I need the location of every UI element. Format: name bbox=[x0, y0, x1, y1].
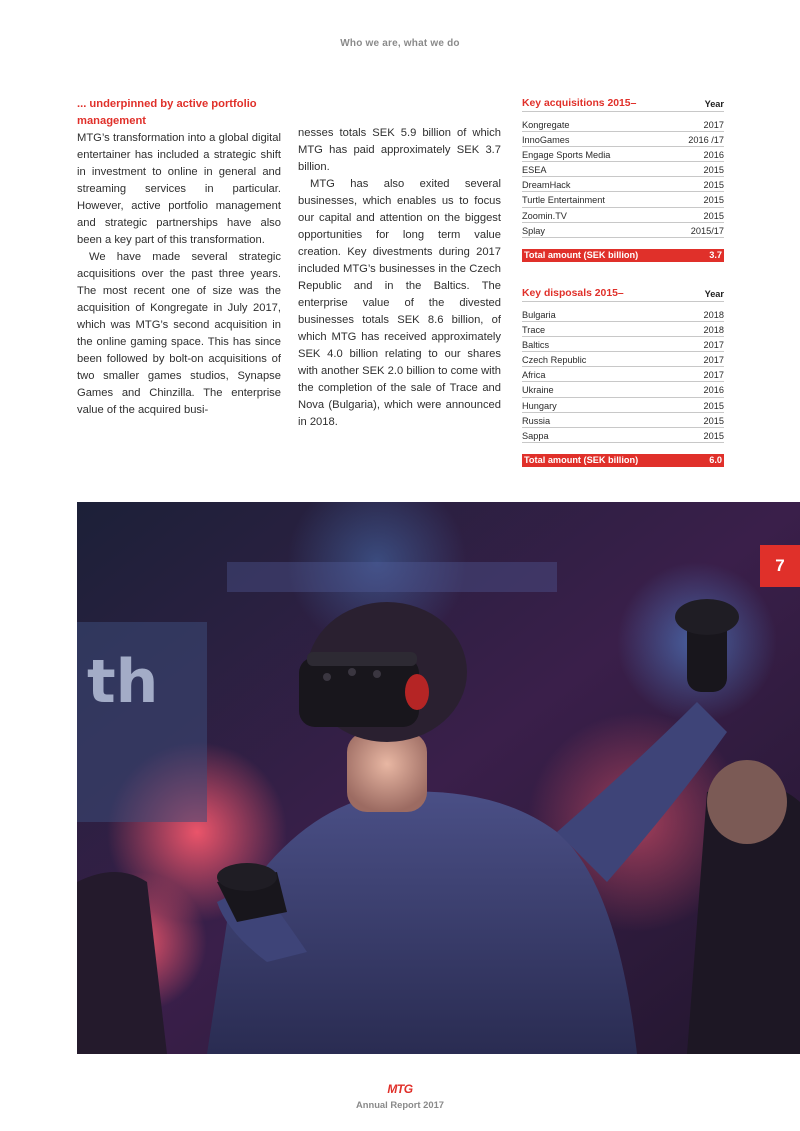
transaction-year: 2017 bbox=[703, 120, 724, 130]
disposals-total bbox=[522, 454, 724, 467]
total-label: Total amount (SEK billion) bbox=[524, 249, 639, 260]
footer-text: Annual Report 2017 bbox=[355, 1099, 445, 1110]
company-name: Engage Sports Media bbox=[522, 150, 611, 161]
company-name: Ukraine bbox=[522, 385, 554, 396]
transaction-year: 2015/17 bbox=[690, 225, 724, 236]
article-paragraph: We have made several strategic acquisitions over the past three years. The most recent one of size was the acquisition of Kongregate in July 2017, which was MTG’s second acquisition in the online gaming space. This has since been followed by bolt-on acquisitions of two smaller games studios, Synapse Games and Chinzilla. The enterprise value of the acquired busi- bbox=[77, 251, 281, 416]
article-paragraph: MTG’s transformation into a global digital entertainer has included a strategic shift in investment to online in general and streaming services in particular. However, active portfolio management and strategic partnerships have also been a key part of this transformation. bbox=[77, 132, 281, 246]
svg-text:th: th bbox=[87, 647, 159, 717]
table-row bbox=[522, 162, 724, 177]
acquisitions-total bbox=[522, 249, 724, 262]
year-column-header: Year bbox=[704, 289, 724, 299]
running-header: Who we are, what we do bbox=[340, 38, 460, 49]
table-row bbox=[522, 413, 724, 428]
acquisitions-rows bbox=[522, 117, 724, 238]
acquisitions-table-header bbox=[522, 98, 724, 112]
transaction-year: 2015 bbox=[703, 180, 724, 191]
article-column-1 bbox=[77, 96, 281, 419]
disposals-table-title: Key disposals 2015– bbox=[522, 288, 624, 299]
company-name: DreamHack bbox=[522, 180, 571, 191]
photo-illustration bbox=[77, 502, 800, 1054]
table-row bbox=[522, 117, 724, 132]
table-row bbox=[522, 132, 724, 147]
table-row bbox=[522, 367, 724, 382]
total-label: Total amount (SEK billion) bbox=[524, 454, 639, 465]
table-row bbox=[522, 192, 724, 207]
company-name: Sappa bbox=[522, 430, 549, 441]
page-footer bbox=[0, 1080, 800, 1110]
company-name: ESEA bbox=[522, 165, 547, 176]
company-name: Africa bbox=[522, 370, 546, 381]
transaction-year: 2015 bbox=[703, 400, 724, 411]
company-name: Turtle Entertainment bbox=[522, 195, 605, 206]
transaction-year: 2017 bbox=[703, 340, 724, 351]
transaction-year: 2015 bbox=[703, 210, 724, 221]
table-row bbox=[522, 352, 724, 367]
table-row bbox=[522, 382, 724, 397]
transaction-year: 2018 bbox=[703, 325, 724, 336]
mtg-logo: MTG bbox=[387, 1082, 413, 1096]
transaction-year: 2017 bbox=[703, 355, 724, 366]
company-name: Russia bbox=[522, 415, 551, 426]
company-name: Splay bbox=[522, 225, 545, 236]
transaction-year: 2018 bbox=[703, 310, 724, 320]
table-row bbox=[522, 428, 724, 443]
transaction-year: 2015 bbox=[703, 165, 724, 176]
acquisitions-table-title: Key acquisitions 2015– bbox=[522, 98, 637, 109]
company-name: Hungary bbox=[522, 400, 557, 411]
company-name: Zoomin.TV bbox=[522, 210, 567, 221]
company-name: Bulgaria bbox=[522, 310, 556, 320]
disposals-table-header bbox=[522, 288, 724, 302]
total-value: 6.0 bbox=[709, 454, 722, 465]
transaction-year: 2016 bbox=[703, 150, 724, 161]
company-name: Trace bbox=[522, 325, 546, 336]
acquisitions-table bbox=[522, 98, 724, 262]
transaction-year: 2016 bbox=[703, 385, 724, 396]
company-name: Czech Republic bbox=[522, 355, 587, 366]
total-value: 3.7 bbox=[709, 249, 722, 260]
company-name: Kongregate bbox=[522, 120, 570, 130]
disposals-rows bbox=[522, 307, 724, 443]
article-paragraph: MTG has also exited several businesses, which enables us to focus our capital and attention on the biggest opportunities for long term value creation. Key divestments during 2017 included MTG’s businesses in the Czech Republic and in the Baltics. The enterprise value of the divested businesses totals SEK 8.6 billion, of which MTG has received approximately SEK 4.0 billion relating to our shares with another SEK 2.0 billion to come with the completion of the sale of Trace and Nova (Bulgaria), which were announced in 2018. bbox=[298, 178, 501, 428]
table-row bbox=[522, 307, 724, 322]
vr-player-photo bbox=[77, 502, 800, 1054]
transaction-year: 2015 bbox=[703, 415, 724, 426]
page-number-tab: 7 bbox=[760, 545, 800, 587]
table-row bbox=[522, 223, 724, 238]
table-row bbox=[522, 147, 724, 162]
table-row bbox=[522, 398, 724, 413]
transaction-year: 2017 bbox=[703, 370, 724, 381]
company-name: InnoGames bbox=[522, 135, 570, 146]
transaction-year: 2016 /17 bbox=[688, 135, 724, 146]
table-row bbox=[522, 208, 724, 223]
table-row bbox=[522, 337, 724, 352]
article-paragraph: nesses totals SEK 5.9 billion of which MTG has paid approximately SEK 3.7 billion. bbox=[298, 127, 501, 173]
company-name: Baltics bbox=[522, 340, 550, 351]
transaction-year: 2015 bbox=[703, 430, 724, 441]
transaction-year: 2015 bbox=[703, 195, 724, 206]
year-column-header: Year bbox=[704, 99, 724, 109]
article-heading: ... underpinned by active portfolio management bbox=[77, 98, 257, 127]
disposals-table bbox=[522, 288, 724, 467]
table-row bbox=[522, 177, 724, 192]
article-column-2 bbox=[298, 125, 501, 431]
table-row bbox=[522, 322, 724, 337]
